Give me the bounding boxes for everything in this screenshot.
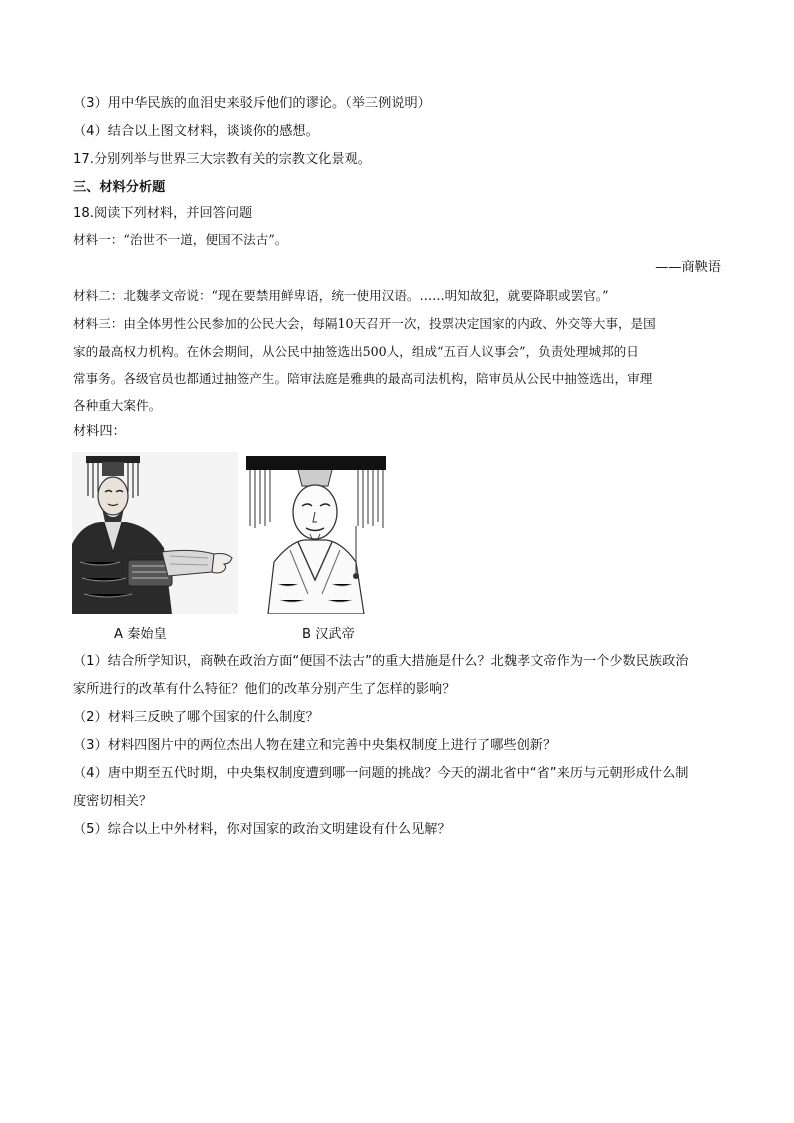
question-18-3: （3）材料四图片中的两位杰出人物在建立和完善中央集权制度上进行了哪些创新？ bbox=[73, 738, 557, 753]
question-17-4: （4）结合以上图文材料，谈谈你的感想。 bbox=[73, 124, 319, 139]
han-wudi-portrait bbox=[238, 454, 392, 614]
material-4-label: 材料四： bbox=[73, 424, 126, 439]
question-18-2: （2）材料三反映了哪个国家的什么制度？ bbox=[73, 710, 319, 725]
question-17-3: （3）用中华民族的血泪史来驳斥他们的谬论。（举三例说明） bbox=[73, 96, 431, 111]
material-3-line-2: 家的最高权力机构。在休会期间，从公民中抽签选出500人，组成“五百人议事会”，负责处理城邦的日 bbox=[73, 344, 639, 359]
material-3-line-3: 常事务。各级官员也都通过抽签产生。陪审法庭是雅典的最高司法机构，陪审员从公民中抽签选出，审理 bbox=[73, 371, 653, 386]
qin-shi-huang-portrait bbox=[72, 452, 238, 614]
material-1-source: ——商鞅语 bbox=[655, 260, 721, 275]
figure-a-caption: A 秦始皇 bbox=[114, 627, 167, 642]
question-18-1-line-2: 家所进行的改革有什么特征？他们的改革分别产生了怎样的影响？ bbox=[73, 682, 456, 697]
question-18-4-line-2: 度密切相关？ bbox=[73, 794, 153, 809]
question-18: 18.阅读下列材料，并回答问题 bbox=[73, 206, 253, 221]
question-18-5: （5）综合以上中外材料，你对国家的政治文明建设有什么见解？ bbox=[73, 822, 451, 837]
question-18-1-line-1: （1）结合所学知识，商鞅在政治方面“便国不法古”的重大措施是什么？北魏孝文帝作为一个少数民族政治 bbox=[73, 654, 689, 669]
material-1: 材料一：“治世不一道，便国不法古”。 bbox=[73, 232, 288, 247]
figure-b-caption: B 汉武帝 bbox=[302, 627, 355, 642]
question-17: 17.分别列举与世界三大宗教有关的宗教文化景观。 bbox=[73, 152, 371, 167]
material-3-line-1: 材料三：由全体男性公民参加的公民大会，每隔10天召开一次，投票决定国家的内政、外交等大事，是国 bbox=[73, 316, 656, 331]
section-heading: 三、材料分析题 bbox=[73, 180, 166, 195]
question-18-4-line-1: （4）唐中期至五代时期，中央集权制度遭到哪一问题的挑战？今天的湖北省中“省”来历与元朝形成什么制 bbox=[73, 766, 689, 781]
material-3-line-4: 各种重大案件。 bbox=[73, 398, 162, 413]
material-2: 材料二：北魏孝文帝说：“现在要禁用鲜卑语，统一使用汉语。……明知故犯，就要降职或罢官。” bbox=[73, 288, 609, 303]
